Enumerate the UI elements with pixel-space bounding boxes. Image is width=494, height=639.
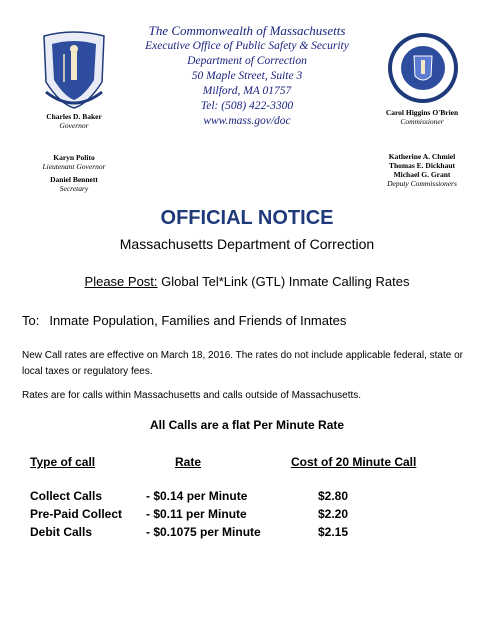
please-post-label: Please Post:	[84, 274, 158, 289]
column-header-cost: Cost of 20 Minute Call	[291, 455, 417, 469]
row-debit-cost: $2.15	[318, 525, 349, 539]
row-collect-rate: - $0.14 per Minute	[146, 489, 248, 503]
department-line: Department of Correction	[187, 55, 307, 67]
telephone: Tel: (508) 422-3300	[200, 100, 294, 112]
row-prepaid-type: Pre-Paid Collect	[30, 507, 123, 521]
row-prepaid-cost: $2.20	[318, 507, 349, 521]
lieutenant-governor-title: Lieutenant Governor	[42, 162, 106, 171]
secretary-block	[14, 175, 134, 193]
deputy-name-2: Thomas E. Dickhaut	[388, 161, 456, 170]
governor-block	[14, 112, 134, 130]
secretary-title: Secretary	[59, 184, 89, 193]
lieutenant-governor-block	[14, 153, 134, 171]
please-post-line	[0, 274, 494, 289]
deputy-commissioners-block	[362, 152, 482, 188]
to-label: To:	[22, 313, 40, 328]
deputy-title: Deputy Commissioners	[387, 179, 457, 188]
commissioner-name: Carol Higgins O'Brien	[385, 108, 459, 117]
row-debit-rate: - $0.1075 per Minute	[146, 525, 261, 539]
notice-title: OFFICIAL NOTICE	[160, 207, 334, 229]
website: www.mass.gov/doc	[203, 115, 291, 127]
recipient-text: Inmate Population, Families and Friends of Inmates	[49, 313, 347, 328]
secretary-name: Daniel Bennett	[50, 175, 98, 184]
column-header-type: Type of call	[30, 455, 96, 469]
street-address: 50 Maple Street, Suite 3	[191, 70, 303, 82]
executive-office-line: Executive Office of Public Safety & Security	[145, 40, 349, 52]
row-debit-type: Debit Calls	[30, 525, 93, 539]
governor-name: Charles D. Baker	[46, 112, 102, 121]
row-collect-type: Collect Calls	[30, 489, 103, 503]
row-prepaid-rate: - $0.11 per Minute	[146, 507, 247, 521]
commissioner-title: Commissioner	[400, 117, 444, 126]
deputy-name-1: Katherine A. Chmiel	[388, 152, 456, 161]
city-state-zip: Milford, MA 01757	[202, 85, 292, 97]
governor-title: Governor	[59, 121, 89, 130]
commonwealth-line: The Commonwealth of Massachusetts	[148, 23, 346, 38]
commissioner-block	[362, 108, 482, 126]
effective-date-paragraph: New Call rates are effective on March 18, 2016. The rates do not include applicable federal, state or local taxes or regulatory fees.	[22, 350, 463, 377]
lieutenant-governor-name: Karyn Polito	[53, 153, 95, 162]
recipient-line	[22, 313, 346, 328]
please-post-text: Global Tel*Link (GTL) Inmate Calling Rates	[157, 274, 410, 289]
deputy-name-3: Michael G. Grant	[393, 170, 451, 179]
column-header-rate: Rate	[175, 455, 202, 469]
coverage-paragraph: Rates are for calls within Massachusetts and calls outside of Massachusetts.	[22, 390, 362, 401]
notice-subtitle: Massachusetts Department of Correction	[119, 236, 375, 252]
row-collect-cost: $2.80	[318, 489, 349, 503]
flat-rate-heading: All Calls are a flat Per Minute Rate	[149, 418, 345, 432]
